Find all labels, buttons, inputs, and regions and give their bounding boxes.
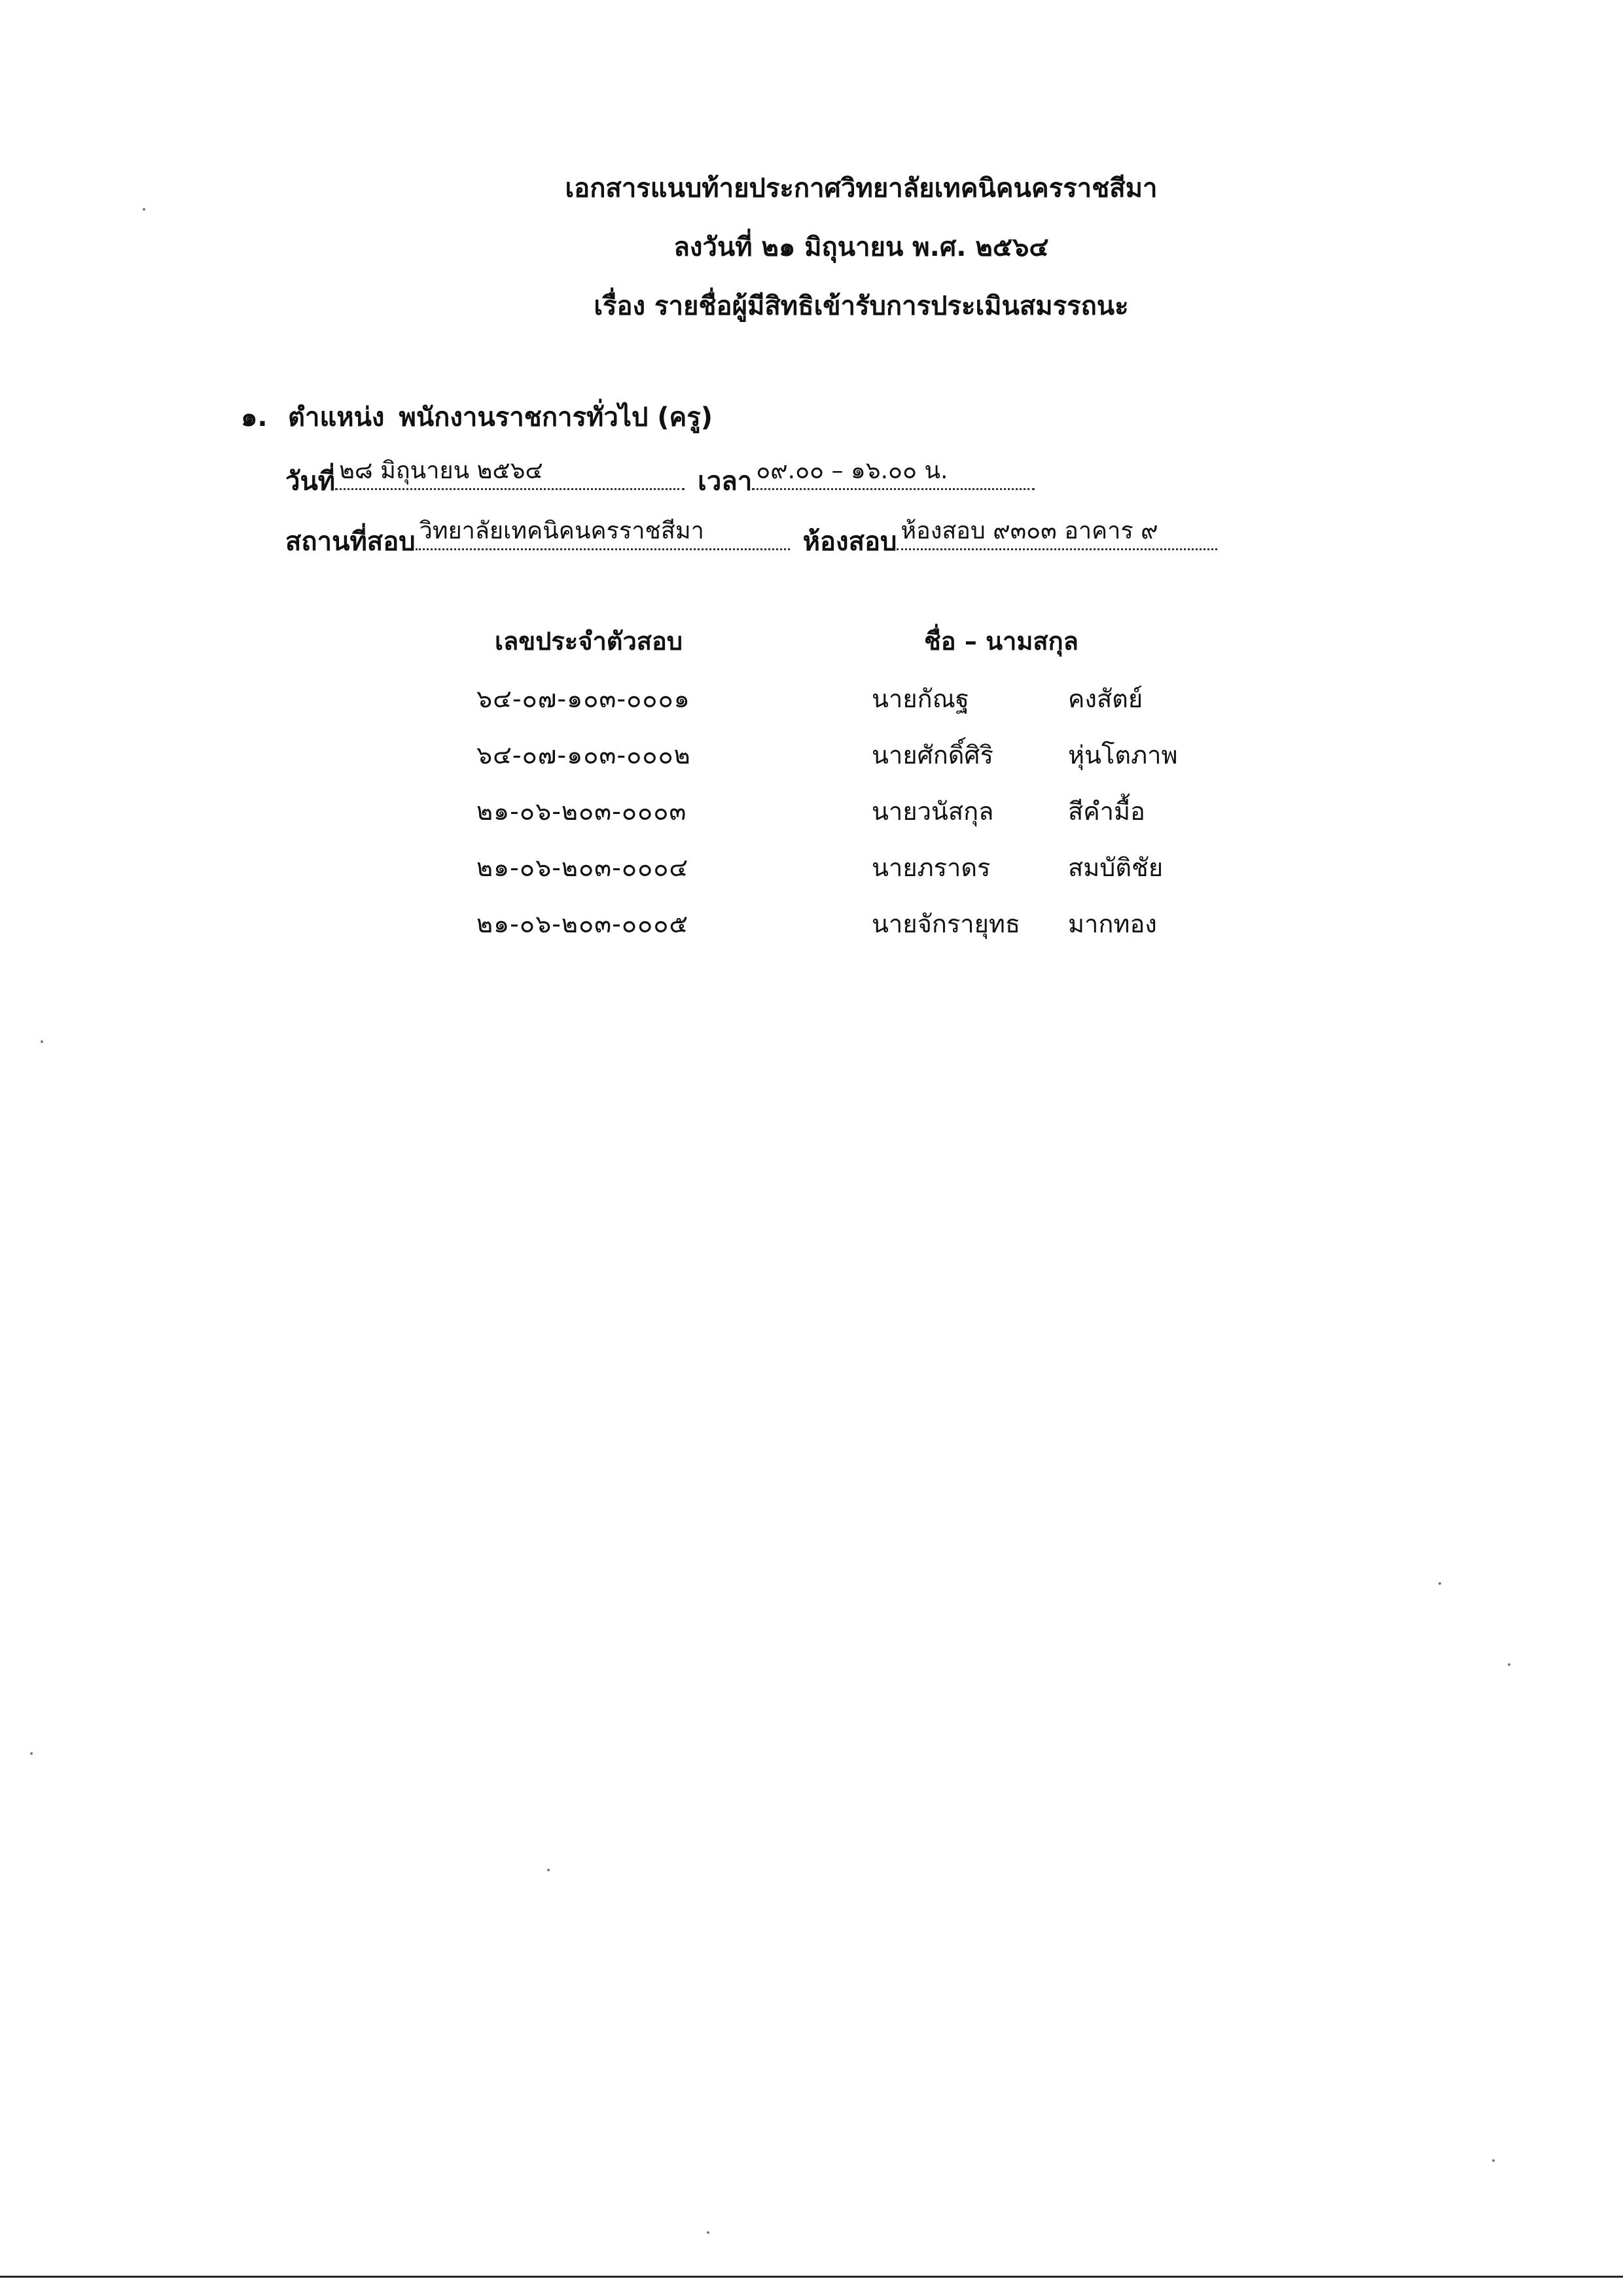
scan-speck (41, 1040, 43, 1043)
table-row (452, 735, 1237, 792)
place-label: สถานที่สอบ (285, 527, 416, 557)
scan-speck (1438, 1582, 1441, 1585)
candidate-first-name: นายภราดร (872, 853, 991, 882)
candidate-id: ๒๑-๐๖-๒๐๓-๐๐๐๕ (476, 910, 689, 938)
section-heading (241, 398, 713, 437)
candidate-last-name: สีคำมื้อ (1068, 797, 1145, 826)
candidate-id: ๒๑-๐๖-๒๐๓-๐๐๐๔ (476, 853, 689, 882)
table-row (452, 679, 1237, 735)
time-value: ๐๙.๐๐ – ๑๖.๐๐ น. (752, 454, 1035, 490)
table-row (452, 904, 1237, 961)
date-time-row (285, 454, 1035, 501)
section-position: พนักงานราชการทั่วไป (ครู) (399, 402, 713, 433)
table-row (452, 848, 1237, 904)
scan-speck (143, 208, 145, 211)
candidate-first-name: นายศักดิ์ศิริ (872, 741, 993, 769)
candidate-first-name: นายกัณฐ (872, 684, 969, 713)
candidate-id: ๖๔-๐๗-๑๐๓-๐๐๐๑ (476, 684, 690, 713)
header-date: ลงวันที่ ๒๑ มิถุนายน พ.ศ. ๒๕๖๔ (673, 232, 1049, 262)
candidate-first-name: นายวนัสกุล (872, 797, 994, 826)
candidate-last-name: มากทอง (1068, 910, 1157, 938)
place-value: วิทยาลัยเทคนิคนครราชสีมา (416, 514, 790, 550)
column-header-name: ชื่อ – นามสกุล (924, 627, 1079, 656)
room-value: ห้องสอบ ๙๓๐๓ อาคาร ๙ (897, 514, 1217, 550)
candidate-id: ๖๔-๐๗-๑๐๓-๐๐๐๒ (476, 741, 691, 769)
scan-speck (1492, 2159, 1495, 2162)
scan-speck (547, 1869, 550, 1871)
time-label: เวลา (698, 467, 753, 497)
header-title: เอกสารแนบท้ายประกาศวิทยาลัยเทคนิคนครราชสีมา (565, 173, 1158, 203)
column-header-id: เลขประจำตัวสอบ (495, 627, 683, 656)
scan-speck (30, 1752, 33, 1755)
date-label: วันที่ (285, 467, 336, 497)
table-row (452, 792, 1237, 848)
scan-speck (1508, 1663, 1510, 1666)
section-label: ตำแหน่ง (288, 402, 385, 433)
section-number: ๑. (241, 402, 268, 433)
bottom-rule (0, 2276, 1623, 2278)
candidate-last-name: คงสัตย์ (1068, 684, 1143, 713)
date-value: ๒๘ มิถุนายน ๒๕๖๔ (335, 454, 685, 490)
place-room-row (285, 514, 1217, 561)
candidate-last-name: สมบัติชัย (1068, 853, 1164, 882)
candidate-first-name: นายจักรายุทธ (872, 910, 1021, 938)
scan-speck (707, 2231, 709, 2234)
room-label: ห้องสอบ (802, 527, 897, 557)
header-subject: เรื่อง รายชื่อผู้มีสิทธิเข้ารับการประเมินสมรรถนะ (594, 291, 1129, 321)
candidate-id: ๒๑-๐๖-๒๐๓-๐๐๐๓ (476, 797, 687, 826)
candidate-last-name: หุ่นโตภาพ (1068, 741, 1178, 769)
